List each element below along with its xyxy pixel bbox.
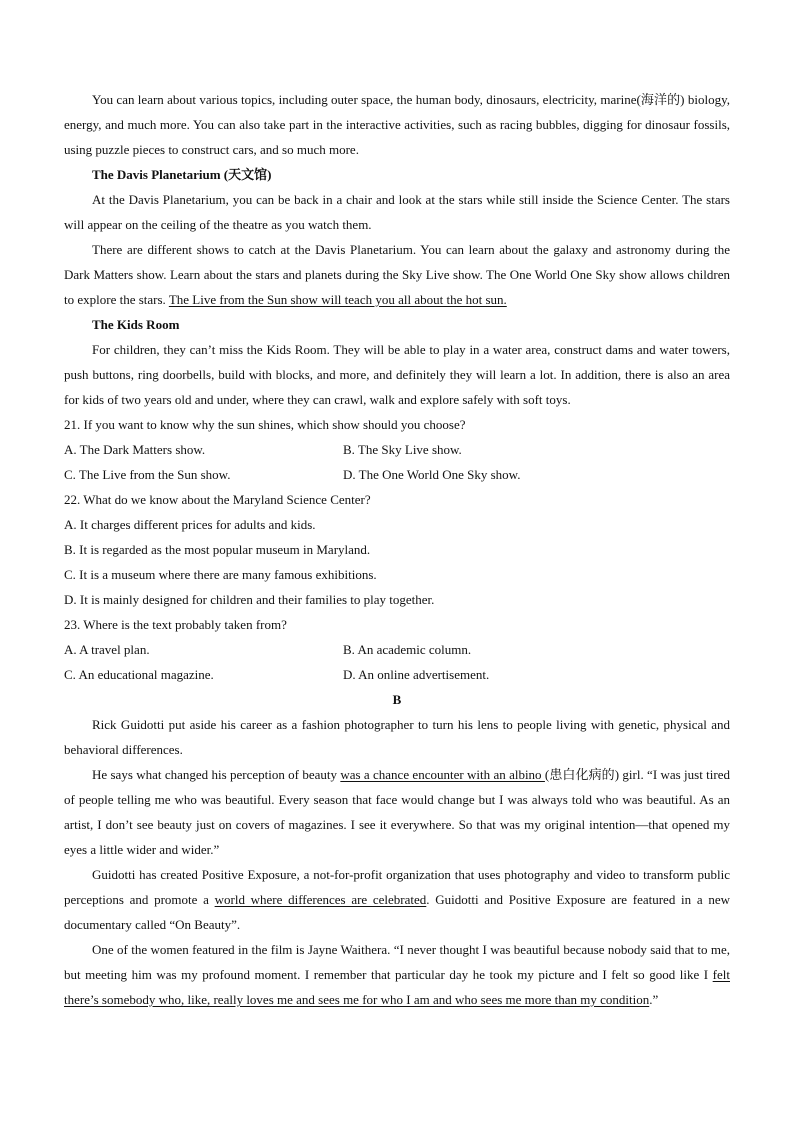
q22-option-a: A. It charges different prices for adults and kids.: [64, 517, 316, 532]
paragraph-2-text-b: (患白化病的) girl. “I was just tired of people telling me who was beautiful. Every season that face would change but I was always told who was beautiful. As an artist, I don’t see beauty just on covers of magazines. I see it everywhere. So that was my original intention—that opened my eyes a little wider and wider.”: [64, 767, 730, 857]
heading-planetarium: The Davis Planetarium (天文馆): [92, 167, 272, 182]
paragraph-topics: You can learn about various topics, including outer space, the human body, dinosaurs, electricity, marine(海洋的) biology, energy, and much more. You can also take part in the interactive activities, such as racing bubbles, digging for dinosaur fossils, using puzzle pieces to construct cars, and so much more.: [64, 92, 730, 157]
paragraph-planetarium-1: At the Davis Planetarium, you can be back in a chair and look at the stars while still inside the Science Center. The stars will appear on the ceiling of the theatre as you watch them.: [64, 192, 730, 232]
question-22-stem: 22. What do we know about the Maryland Science Center?: [64, 492, 371, 507]
paragraph-3-text-b: . Guidotti and Positive Exposure are featured in a new documentary called “On Beauty”.: [64, 892, 730, 932]
underlined-sentence-live-from-sun: The Live from the Sun show will teach you all about the hot sun.: [168, 292, 507, 307]
question-21-options-row-1: [64, 437, 730, 462]
underlined-phrase-loves-me: felt there’s somebody who, like, really loves me and sees me for who I am and who sees me more than my condition: [64, 967, 730, 1007]
passage-b-label: B: [392, 692, 402, 707]
q23-option-d: D. An online advertisement.: [343, 667, 490, 682]
paragraph-2-text-a: He says what changed his perception of beauty: [92, 767, 341, 782]
q21-option-d: D. The One World One Sky show.: [343, 467, 521, 482]
question-23-stem: 23. Where is the text probably taken from?: [64, 617, 287, 632]
question-23-options-row-2: [64, 662, 730, 687]
q23-option-c: C. An educational magazine.: [64, 667, 214, 682]
q22-option-b: B. It is regarded as the most popular museum in Maryland.: [64, 542, 371, 557]
paragraph-planetarium-2-text: There are different shows to catch at the Davis Planetarium. You can learn about the galaxy and astronomy during the Dark Matters show. Learn about the stars and planets during the Sky Live show. The One World One Sky show allows children to explore the stars.: [64, 242, 730, 307]
paragraph-3-text-a: Guidotti has created Positive Exposure, a not-for-profit organization that uses photography and video to transform public perceptions and promote a: [64, 867, 730, 907]
q21-option-c: C. The Live from the Sun show.: [64, 467, 231, 482]
paragraph-4-text-b: .”: [649, 992, 659, 1007]
passage-b-paragraph-2: [64, 762, 730, 862]
q23-option-a: A. A travel plan.: [64, 642, 150, 657]
q23-option-b: B. An academic column.: [343, 642, 472, 657]
passage-b-paragraph-4: [64, 937, 730, 1012]
paragraph-4-text-a: One of the women featured in the film is Jayne Waithera. “I never thought I was beautiful because nobody said that to me, but meeting him was my profound moment. I remember that particular day he took my picture and I felt so good like I: [64, 942, 730, 982]
question-21-stem: 21. If you want to know why the sun shines, which show should you choose?: [64, 417, 466, 432]
q21-option-a: A. The Dark Matters show.: [64, 442, 206, 457]
q21-option-b: B. The Sky Live show.: [343, 442, 462, 457]
document-body: [64, 87, 730, 1012]
passage-b-paragraph-3: [64, 862, 730, 937]
paragraph-kids-room: For children, they can’t miss the Kids Room. They will be able to play in a water area, construct dams and water towers, push buttons, ring doorbells, build with blocks, and more, and definitely they will learn a lot. In addition, there is also an area for kids of two years old and under, where they can crawl, walk and explore safely with soft toys.: [64, 342, 730, 407]
q22-option-d: D. It is mainly designed for children and their families to play together.: [64, 592, 435, 607]
passage-b-paragraph-1: Rick Guidotti put aside his career as a fashion photographer to turn his lens to people living with genetic, physical and behavioral differences.: [64, 717, 730, 757]
underlined-phrase-differences-celebrated: world where differences are celebrated: [214, 892, 427, 907]
paragraph-planetarium-2: [64, 237, 730, 312]
question-23-options-row-1: [64, 637, 730, 662]
question-21-options-row-2: [64, 462, 730, 487]
heading-kids-room: The Kids Room: [92, 317, 180, 332]
q22-option-c: C. It is a museum where there are many famous exhibitions.: [64, 567, 377, 582]
underlined-phrase-chance-encounter: was a chance encounter with an albino: [340, 767, 545, 782]
